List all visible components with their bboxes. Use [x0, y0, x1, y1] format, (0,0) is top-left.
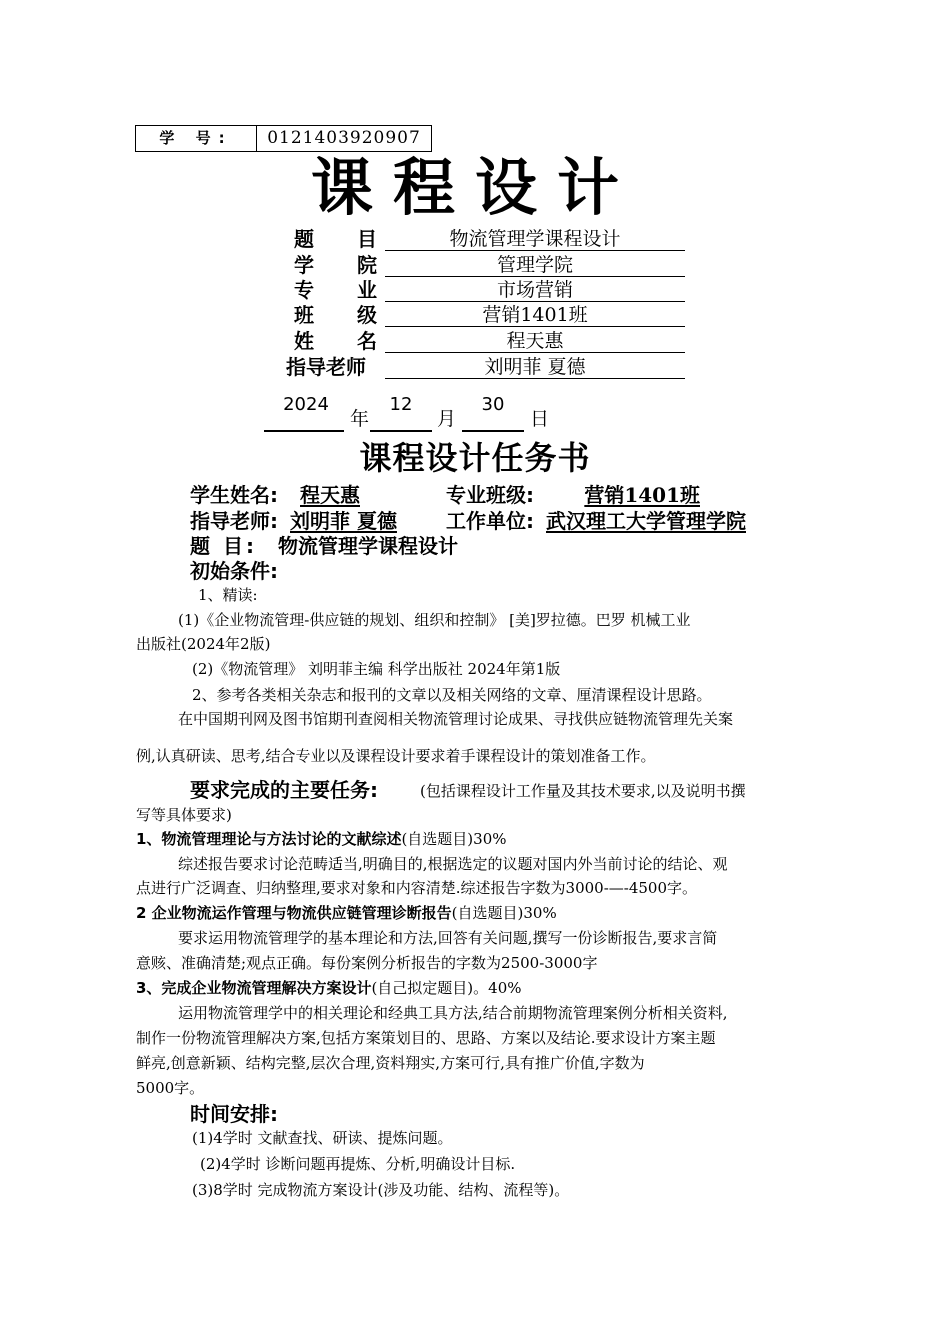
- requirements-note: (包括课程设计工作量及其技术要求,以及说明书撰: [420, 782, 746, 800]
- date-day-line: [462, 430, 524, 432]
- student-id-value: 0121403920907: [267, 128, 421, 148]
- date-month-line: [370, 430, 432, 432]
- field-label-advisor: 指导老师: [286, 355, 366, 379]
- advisor-label: 指导老师:: [190, 509, 278, 533]
- task-item-heading: [136, 977, 522, 999]
- schedule-label: 时间安排:: [190, 1102, 278, 1126]
- task-item-title: 3、完成企业物流管理解决方案设计: [136, 979, 372, 997]
- work-unit-value: 武汉理工大学管理学院: [546, 509, 746, 533]
- cover-title: 课程设计: [310, 151, 639, 224]
- task-item-line: 鲜亮,创意新颖、结构完整,层次合理,资料翔实,方案可行,具有推广价值,字数为: [136, 1054, 645, 1072]
- field-value-class: 营销1401班: [385, 302, 685, 327]
- field-label-college: 学 院: [294, 253, 395, 277]
- advisor-value: 刘明菲 夏德: [290, 509, 397, 533]
- initial-line: (2)《物流管理》 刘明菲主编 科学出版社 2024年第1版: [192, 660, 561, 678]
- task-item-heading: [136, 828, 507, 850]
- task-item-line: 点进行广泛调查、归纳整理,要求对象和内容清楚.综述报告字数为3000-—-4500字。: [136, 879, 698, 897]
- topic-value: 物流管理学课程设计: [278, 534, 458, 558]
- field-value-name: 程天惠: [385, 328, 685, 353]
- field-value-topic: 物流管理学课程设计: [385, 226, 685, 251]
- task-item-line: 综述报告要求讨论范畴适当,明确目的,根据选定的议题对国内外当前讨论的结论、观: [178, 855, 728, 873]
- initial-conditions-label: 初始条件:: [190, 559, 278, 583]
- field-value-major: 市场营销: [385, 277, 685, 302]
- initial-line: 例,认真研读、思考,结合专业以及课程设计要求着手课程设计的策划准备工作。: [136, 747, 656, 765]
- student-id-label: 学 号:: [136, 126, 257, 151]
- requirements-label: 要求完成的主要任务:: [190, 778, 378, 802]
- task-item-title: 2 企业物流运作管理与物流供应链管理诊断报告: [136, 904, 452, 922]
- student-id-box: [135, 125, 432, 152]
- date-year-line: [264, 430, 344, 432]
- task-item-suffix: (自选题目)30%: [401, 830, 507, 848]
- major-class-value: 营销1401班: [584, 483, 700, 507]
- task-item-line: 运用物流管理学中的相关理论和经典工具方法,结合前期物流管理案例分析相关资料,: [178, 1004, 728, 1022]
- task-item-title: 1、物流管理理论与方法讨论的文献综述: [136, 830, 402, 848]
- student-name-label: 学生姓名:: [190, 483, 278, 507]
- task-item-line: 5000字。: [136, 1079, 205, 1097]
- initial-line: 1、精读:: [198, 586, 258, 604]
- field-label-name: 姓 名: [294, 329, 395, 353]
- topic-label: 题 目:: [190, 534, 257, 558]
- schedule-item: (1)4学时 文献查找、研读、提炼问题。: [192, 1129, 453, 1147]
- work-unit-label: 工作单位:: [446, 509, 534, 533]
- initial-line: 2、参考各类相关杂志和报刊的文章以及相关网络的文章、厘清课程设计思路。: [192, 686, 712, 704]
- task-item-heading: [136, 902, 557, 924]
- date-month: 12: [389, 394, 413, 415]
- student-name-value: 程天惠: [300, 483, 360, 507]
- field-value-college: 管理学院: [385, 252, 685, 277]
- date-year-unit: 年: [350, 408, 370, 430]
- task-item-suffix: (自己拟定题目)。40%: [371, 979, 522, 997]
- schedule-item: (2)4学时 诊断问题再提炼、分析,明确设计目标.: [200, 1155, 516, 1173]
- task-book-title: 课程设计任务书: [359, 439, 591, 477]
- major-class-label: 专业班级:: [446, 483, 534, 507]
- field-label-topic: 题 目: [294, 227, 395, 251]
- initial-line: (1)《企业物流管理-供应链的规划、组织和控制》 [美]罗拉德。巴罗 机械工业: [178, 611, 691, 629]
- task-item-suffix: (自选题目)30%: [451, 904, 557, 922]
- schedule-item: (3)8学时 完成物流方案设计(涉及功能、结构、流程等)。: [192, 1181, 570, 1199]
- task-item-line: 制作一份物流管理解决方案,包括方案策划目的、思路、方案以及结论.要求设计方案主题: [136, 1029, 716, 1047]
- date-year: 2024: [283, 394, 329, 415]
- field-label-class: 班 级: [294, 303, 395, 327]
- task-item-line: 意赅、准确清楚;观点正确。每份案例分析报告的字数为2500-3000字: [136, 954, 598, 972]
- requirements-note: 写等具体要求): [136, 806, 232, 824]
- date-day-unit: 日: [530, 408, 550, 430]
- field-label-major: 专 业: [294, 278, 395, 302]
- field-value-advisor: 刘明菲 夏德: [385, 354, 685, 379]
- initial-line: 在中国期刊网及图书馆期刊查阅相关物流管理讨论成果、寻找供应链物流管理先关案: [178, 710, 734, 728]
- date-month-unit: 月: [437, 408, 457, 430]
- date-day: 30: [481, 394, 505, 415]
- task-item-line: 要求运用物流管理学的基本理论和方法,回答有关问题,撰写一份诊断报告,要求言简: [178, 929, 718, 947]
- initial-line: 出版社(2024年2版): [136, 635, 271, 653]
